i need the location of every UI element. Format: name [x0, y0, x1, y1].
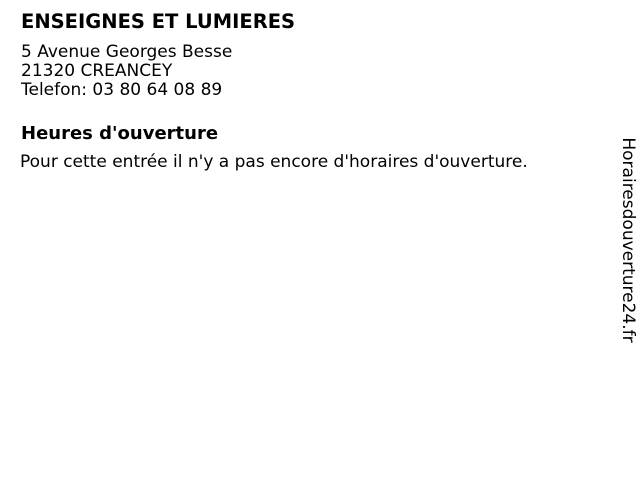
- address-city: 21320 CREANCEY: [21, 61, 173, 81]
- opening-hours-heading: Heures d'ouverture: [21, 123, 219, 144]
- phone-line: Telefon: 03 80 64 08 89: [21, 80, 223, 100]
- address-street: 5 Avenue Georges Besse: [21, 42, 233, 62]
- address-block: [21, 43, 232, 100]
- site-watermark: Horairesdouverture24.fr: [618, 137, 638, 343]
- business-name-title: ENSEIGNES ET LUMIERES: [21, 10, 296, 33]
- opening-hours-message: Pour cette entrée il n'y a pas encore d'horaires d'ouverture.: [20, 152, 528, 172]
